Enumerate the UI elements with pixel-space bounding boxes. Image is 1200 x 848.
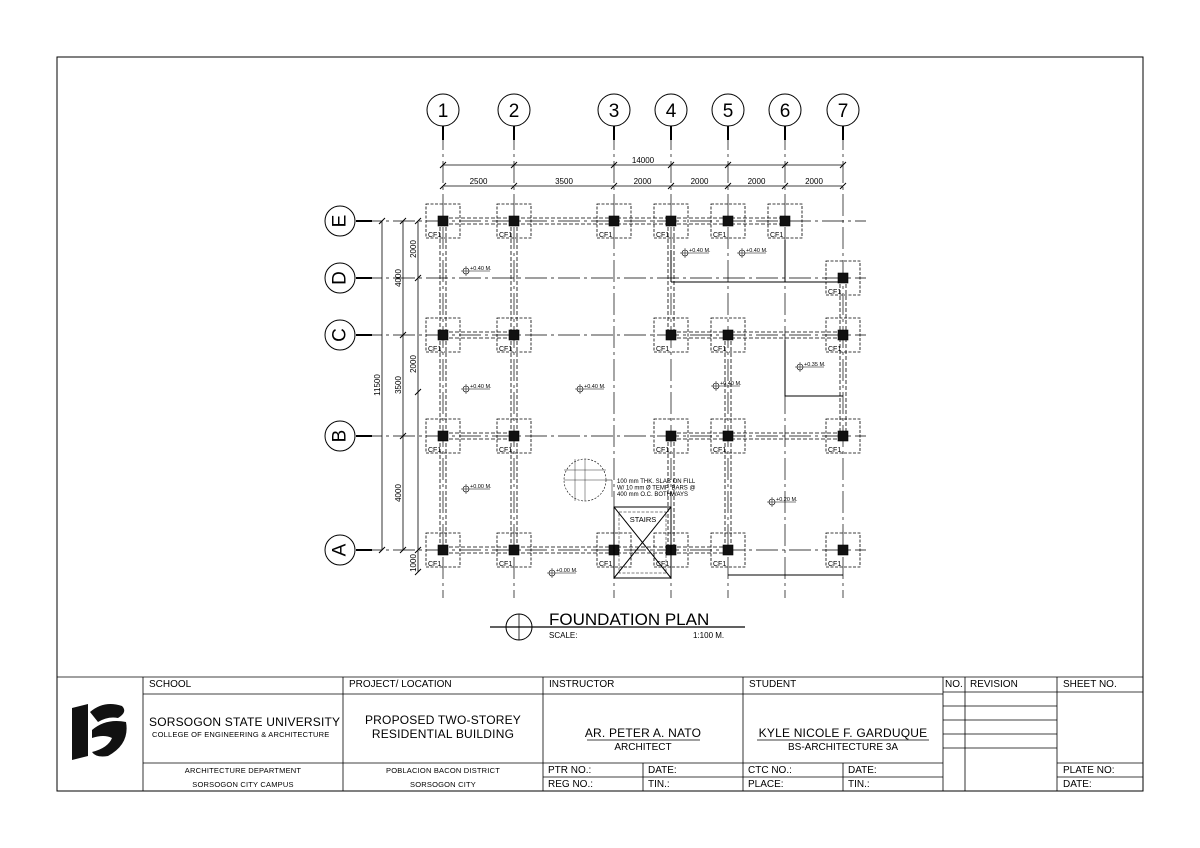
grid-bubble-label-D: D: [329, 271, 351, 285]
plan-title-block: [490, 610, 745, 640]
footing-tag: CF1: [656, 232, 670, 239]
student-course: BS-ARCHITECTURE 3A: [787, 742, 898, 753]
column-2C: [509, 330, 519, 340]
grid-bubble-label-A: A: [329, 543, 351, 557]
inner-left-dimension-text: 2000: [409, 240, 418, 258]
column-7C: [838, 330, 848, 340]
footing-tag: CF1: [713, 232, 727, 239]
footing-tag: CF1: [428, 232, 442, 239]
elevation-text: +0.40 M.: [470, 266, 492, 272]
column-2A: [509, 545, 519, 555]
elevation-text: +0.00 M.: [470, 484, 492, 490]
instructor-title: ARCHITECT: [614, 742, 672, 753]
footing-tag: CF1: [713, 346, 727, 353]
plate-no-label: PLATE NO:: [1063, 765, 1115, 776]
student-tin-label: TIN.:: [848, 779, 870, 790]
column-2E: [509, 216, 519, 226]
student-header: STUDENT: [749, 679, 797, 690]
project-header: PROJECT/ LOCATION: [349, 679, 452, 690]
segment-dimension-text: 2500: [469, 177, 488, 186]
grid-bubble-label-C: C: [329, 328, 351, 342]
school-name: SORSOGON STATE UNIVERSITY: [149, 715, 341, 729]
overall-dimension-text: 14000: [631, 156, 655, 165]
grid-bubble-label-B: B: [329, 429, 351, 443]
footing-tag: CF1: [656, 346, 670, 353]
location-line-1: POBLACION BACON DISTRICT: [386, 766, 500, 775]
student-name: KYLE NICOLE F. GARDUQUE: [758, 726, 928, 740]
grid-bubble-label-1: 1: [437, 101, 449, 122]
footing-tag: CF1: [428, 447, 442, 454]
overall-left-dimension-text: 11500: [373, 374, 382, 396]
elevation-text: +0.35 M.: [804, 362, 826, 368]
instructor-date-label: DATE:: [648, 765, 677, 776]
inner-left-dimension-text: 2000: [409, 355, 418, 373]
footing-tag: CF1: [599, 561, 613, 568]
elevation-text: +0.40 M.: [746, 248, 768, 254]
university-logo: [72, 704, 127, 760]
column-2B: [509, 431, 519, 441]
footing-tag: CF1: [428, 346, 442, 353]
footing-tag: CF1: [656, 447, 670, 454]
footing-tag: CF1: [713, 447, 727, 454]
sheet-no-header: SHEET NO.: [1063, 679, 1117, 690]
footing-tag: CF1: [499, 232, 513, 239]
instructor-header: INSTRUCTOR: [549, 679, 615, 690]
school-header: SCHOOL: [149, 679, 192, 690]
elevation-text: +0.40 M.: [470, 384, 492, 390]
scale-value: 1:100 M.: [693, 631, 725, 640]
revision-no-header: NO.: [945, 679, 963, 690]
column-7D: [838, 273, 848, 283]
scale-label: SCALE:: [549, 631, 578, 640]
grid-bubble-label-4: 4: [665, 101, 677, 122]
campus: SORSOGON CITY CAMPUS: [192, 780, 294, 789]
college-name: COLLEGE OF ENGINEERING & ARCHITECTURE: [152, 730, 330, 739]
slab-note-line: 400 mm O.C. BOTHWAYS: [617, 492, 689, 498]
student-date-label: DATE:: [848, 765, 877, 776]
column-7A: [838, 545, 848, 555]
ctc-no-label: CTC NO.:: [748, 765, 792, 776]
segment-dimension-text: 3500: [555, 177, 573, 186]
column-1B: [438, 431, 448, 441]
segment-dimension-text: 2000: [690, 177, 709, 186]
column-4B: [666, 431, 676, 441]
slab-note-line: 100 mm THK. SLAB ON FILL: [617, 479, 696, 485]
reg-no-label: REG NO.:: [548, 779, 594, 790]
location-line-2: SORSOGON CITY: [410, 780, 476, 789]
grid-bubble-label-5: 5: [722, 101, 734, 122]
footing-tag: CF1: [656, 561, 670, 568]
footing-tag: CF1: [713, 561, 727, 568]
grid-bubble-label-2: 2: [508, 101, 520, 122]
outer-left-dimension-text: 4000: [394, 269, 403, 287]
column-7B: [838, 431, 848, 441]
column-6E: [780, 216, 790, 226]
footing-tag: CF1: [599, 232, 613, 239]
elevation-text: +0.40 M.: [689, 248, 711, 254]
column-5B: [723, 431, 733, 441]
column-1E: [438, 216, 448, 226]
instructor-tin-label: TIN.:: [648, 779, 670, 790]
place-label: PLACE:: [748, 779, 784, 790]
project-name-line-2: RESIDENTIAL BUILDING: [371, 727, 515, 741]
column-5A: [723, 545, 733, 555]
segment-dimension-text: 2000: [633, 177, 652, 186]
footing-tag: CF1: [828, 346, 842, 353]
outer-left-dimension-text: 4000: [394, 484, 403, 502]
grid-bubble-label-6: 6: [779, 101, 791, 122]
outer-left-dimension-text: 3500: [394, 376, 403, 394]
footing-tag: CF1: [828, 447, 842, 454]
project-name-line-1: PROPOSED TWO-STOREY: [364, 713, 522, 727]
footing-tag: CF1: [499, 447, 513, 454]
elevation-text: +0.20 M.: [776, 497, 798, 503]
inner-left-dimension-text: 1000: [409, 554, 418, 572]
footing-tag: CF1: [828, 289, 842, 296]
footing-tag: CF1: [428, 561, 442, 568]
plan-title: FOUNDATION PLAN: [549, 610, 710, 629]
grid-bubble-label-3: 3: [608, 101, 620, 122]
segment-dimension-text: 2000: [805, 177, 823, 186]
footing-tag: CF1: [828, 561, 842, 568]
footing-tag: CF1: [499, 561, 513, 568]
foundation-plan: [325, 94, 866, 598]
segment-dimension-text: 2000: [747, 177, 766, 186]
elevation-text: +0.40 M.: [720, 381, 742, 387]
slab-note-line: W/ 10 mm Ø TEMP. BARS @: [617, 485, 696, 492]
column-1C: [438, 330, 448, 340]
revision-header: REVISION: [970, 679, 1018, 690]
department: ARCHITECTURE DEPARTMENT: [184, 766, 302, 775]
column-4C: [666, 330, 676, 340]
column-5E: [723, 216, 733, 226]
column-3E: [609, 216, 619, 226]
column-5C: [723, 330, 733, 340]
sheet-date-label: DATE:: [1063, 779, 1092, 790]
footing-tag: CF1: [770, 232, 784, 239]
column-1A: [438, 545, 448, 555]
elevation-text: +0.00 M.: [556, 568, 578, 574]
instructor-name: AR. PETER A. NATO: [584, 726, 702, 740]
stairs-label: STAIRS: [629, 515, 657, 524]
ptr-no-label: PTR NO.:: [548, 765, 592, 776]
elevation-text: +0.40 M.: [584, 384, 606, 390]
grid-bubble-label-7: 7: [837, 101, 849, 122]
column-4E: [666, 216, 676, 226]
grid-bubble-label-E: E: [329, 214, 351, 228]
footing-tag: CF1: [499, 346, 513, 353]
